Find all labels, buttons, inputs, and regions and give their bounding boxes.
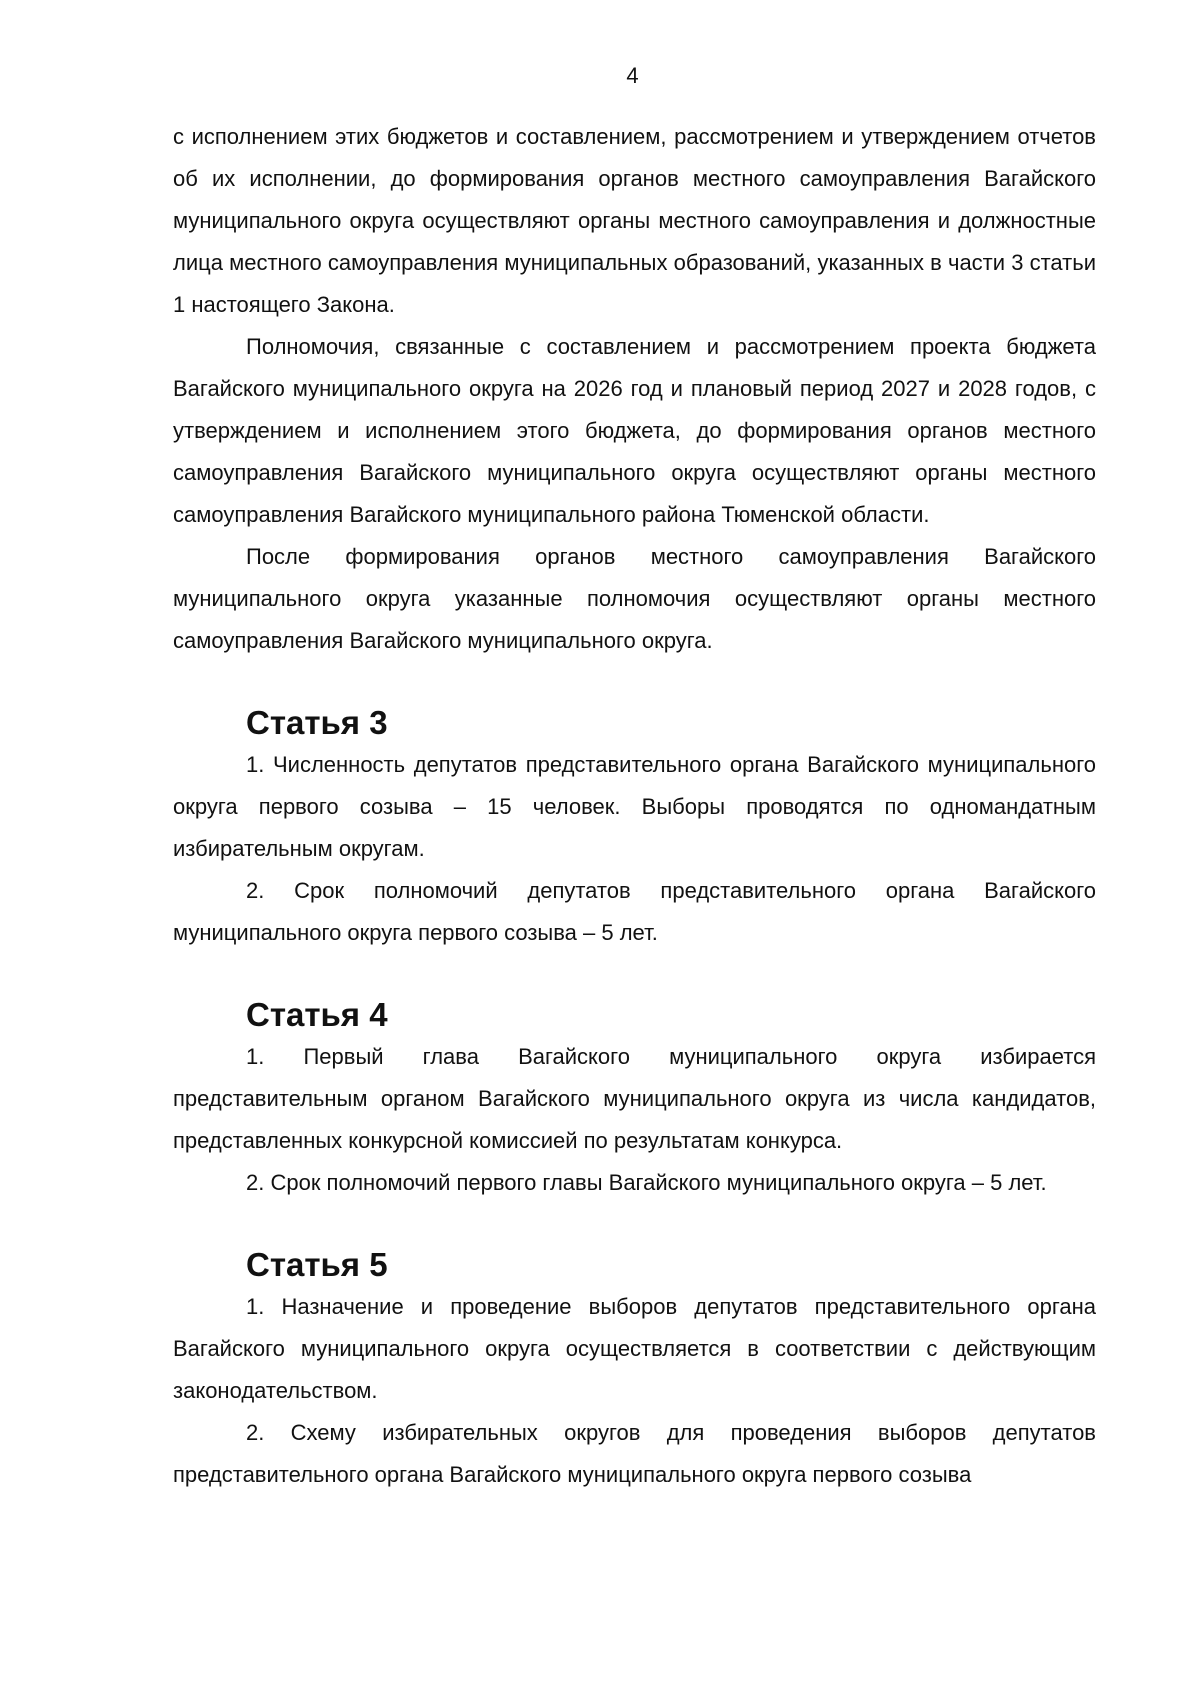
article-5-item-1: 1. Назначение и проведение выборов депутатов представительного органа Вагайского муниципального округа осуществляется в соответствии с действующим законодательством. xyxy=(173,1294,1096,1403)
article-4 xyxy=(173,994,1096,1204)
article-4-item-1: 1. Первый глава Вагайского муниципального округа избирается представительным органом Вагайского муниципального округа из числа кандидатов, представленных конкурсной комиссией по результатам конкурса. xyxy=(173,1044,1096,1153)
document-body xyxy=(173,116,1096,1496)
article-5-heading: Статья 5 xyxy=(246,1246,388,1283)
article-3-heading: Статья 3 xyxy=(246,704,388,741)
article-3-item-1: 1. Численность депутатов представительного органа Вагайского муниципального округа первого созыва – 15 человек. Выборы проводятся по одномандатным избирательным округам. xyxy=(173,752,1096,861)
article-4-heading: Статья 4 xyxy=(246,996,388,1033)
intro-paragraph-budget-powers: Полномочия, связанные с составлением и рассмотрением проекта бюджета Вагайского муниципального округа на 2026 год и плановый период 2027 и 2028 годов, с утверждением и исполнением этого бюджета, до формирования органов местного самоуправления Вагайского муниципального округа осуществляют органы местного самоуправления Вагайского муниципального района Тюменской области. xyxy=(173,334,1096,527)
article-5 xyxy=(173,1244,1096,1496)
intro-paragraph-after-formation: После формирования органов местного самоуправления Вагайского муниципального округа указанные полномочия осуществляют органы местного самоуправления Вагайского муниципального округа. xyxy=(173,544,1096,653)
article-3 xyxy=(173,702,1096,954)
article-5-item-2: 2. Схему избирательных округов для проведения выборов депутатов представительного органа Вагайского муниципального округа первого созыва xyxy=(173,1420,1096,1487)
page-number: 4 xyxy=(626,63,639,88)
article-4-item-2: 2. Срок полномочий первого главы Вагайского муниципального округа – 5 лет. xyxy=(246,1170,1047,1195)
article-3-item-2: 2. Срок полномочий депутатов представительного органа Вагайского муниципального округа первого созыва – 5 лет. xyxy=(173,878,1096,945)
intro-paragraph-continuation: с исполнением этих бюджетов и составлением, рассмотрением и утверждением отчетов об их исполнении, до формирования органов местного самоуправления Вагайского муниципального округа осуществляют органы местного самоуправления и должностные лица местного самоуправления муниципальных образований, указанных в части 3 статьи 1 настоящего Закона. xyxy=(173,124,1096,317)
